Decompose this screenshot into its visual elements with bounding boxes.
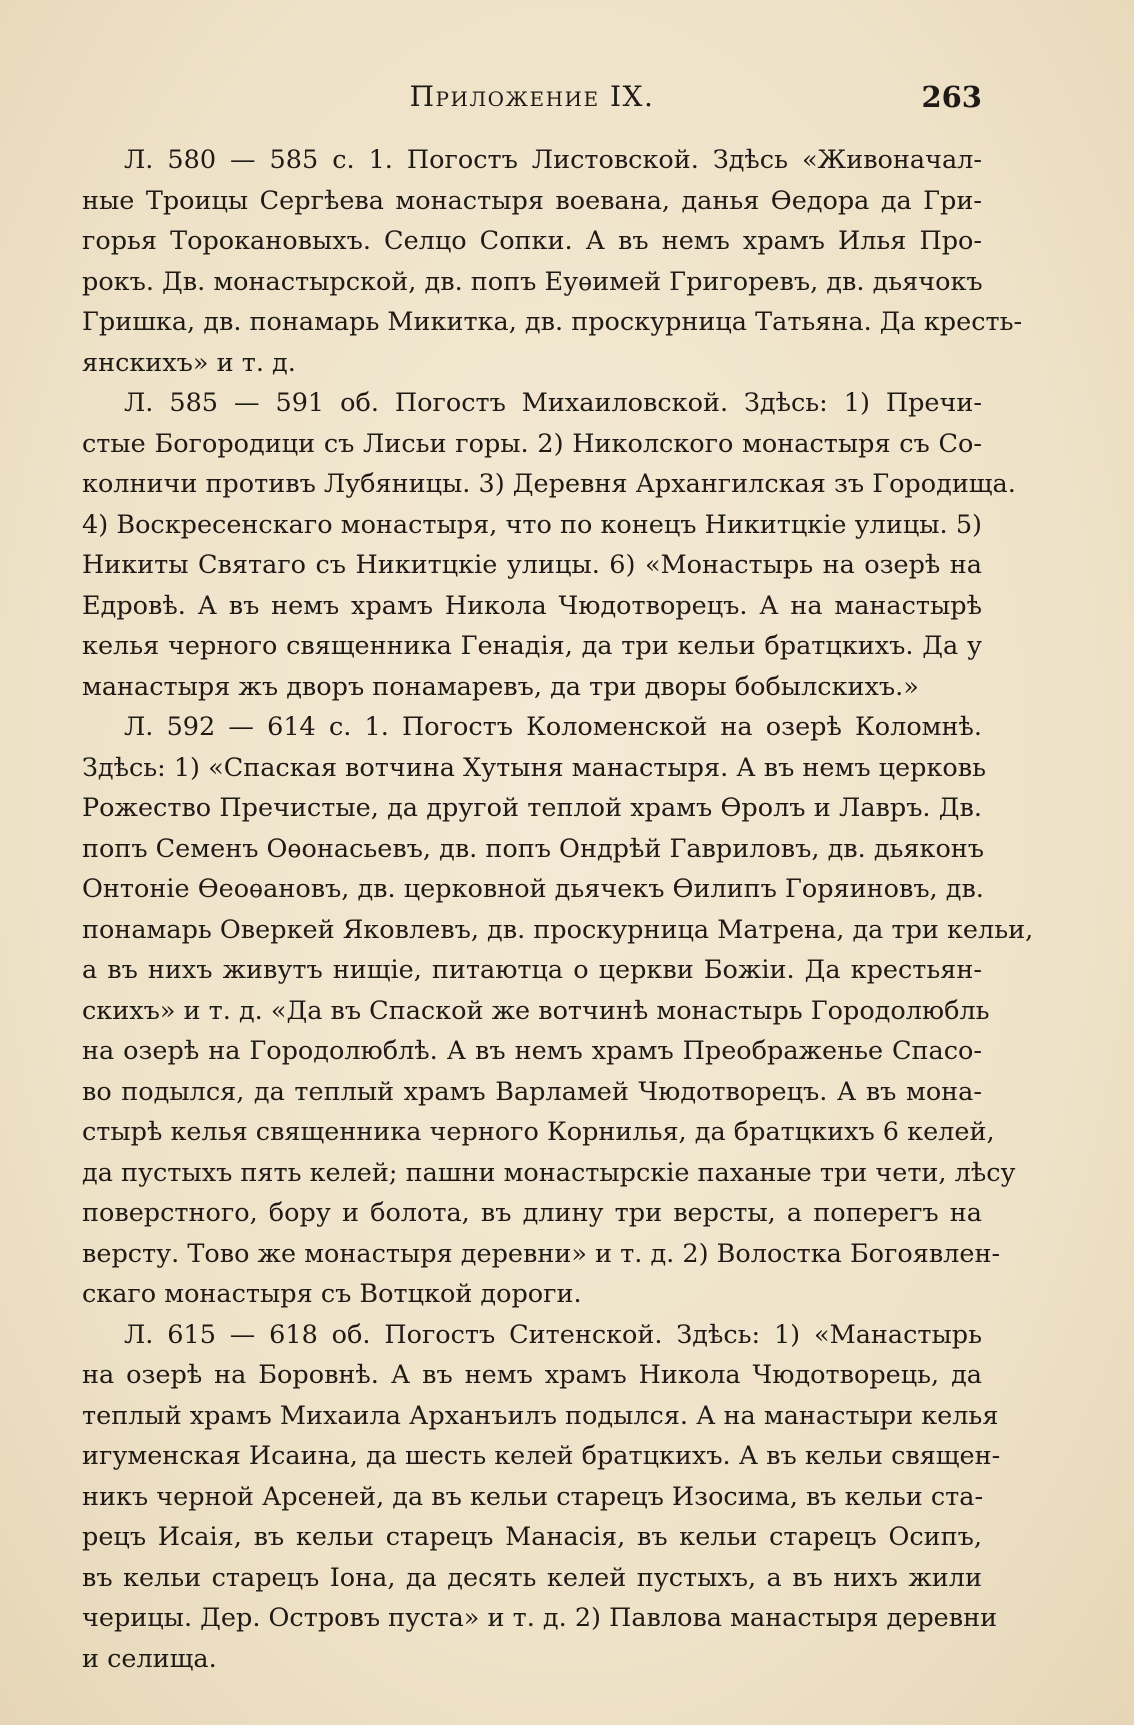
text-line: попъ Семенъ Оѳонасьевъ, дв. попъ Ондрѣй Гавриловъ, дв. дьяконъ — [82, 833, 985, 864]
text-line: никъ черной Арсеней, да въ кельи старецъ Изосима, въ кельи ста- — [82, 1481, 984, 1512]
text-line: Никиты Святаго съ Никитцкіе улицы. 6) «Монастырь на озерѣ на — [82, 550, 982, 580]
text-line: а въ нихъ живутъ нищіе, питаютца о церкви Божіи. Да крестьян- — [82, 955, 982, 985]
text-line: Гришка, дв. понамарь Микитка, дв. проскурница Татьяна. Да кресть- — [82, 307, 1023, 337]
text-line: поверстного, бору и болота, въ длину три версты, а поперегъ на — [82, 1198, 982, 1228]
text-line: рецъ Исаія, въ кельи старецъ Манасія, въ кельи старецъ Осипъ, — [82, 1522, 982, 1552]
text-line: Л. 580 — 585 с. 1. Погостъ Листовской. Здѣсь «Живоначал- — [124, 145, 982, 175]
text-line: понамарь Оверкей Яковлевъ, дв. проскурница Матрена, да три кельи, — [82, 914, 1034, 945]
text-line: въ кельи старецъ Іона, да десять келей пустыхъ, а въ нихъ жили — [82, 1562, 982, 1593]
text-line: 4) Воскресенскаго монастыря, что по конецъ Никитцкіе улицы. 5) — [82, 509, 982, 540]
text-line: Л. 615 — 618 об. Погостъ Ситенской. Здѣсь: 1) «Манастырь — [124, 1319, 982, 1350]
text-line: стырѣ келья священника черного Корнилья, да братцкихъ 6 келей, — [82, 1117, 995, 1147]
text-line: да пустыхъ пять келей; пашни монастырскіе паханые три чети, лѣсу — [82, 1157, 1016, 1188]
text-line: стые Богородици съ Лисьи горы. 2) Николского монастыря съ Со- — [82, 428, 982, 459]
page-number: 263 — [921, 80, 982, 114]
text-line: янскихъ» и т. д. — [82, 347, 296, 378]
text-line: рокъ. Дв. монастырской, дв. попъ Еуѳимей Григоревъ, дв. дьячокъ — [82, 266, 983, 297]
text-line: на озерѣ на Городолюблѣ. А въ немъ храмъ Преображенье Спасо- — [82, 1036, 982, 1066]
text-line: на озерѣ на Боровнѣ. А въ немъ храмъ Никола Чюдотворець, да — [82, 1360, 982, 1390]
text-line: черицы. Дер. Островъ пуста» и т. д. 2) Павлова манастыря деревни — [82, 1603, 998, 1633]
text-line: и селища. — [82, 1643, 217, 1674]
page-header — [82, 80, 982, 120]
text-line: Здѣсь: 1) «Спаская вотчина Хутыня манастыря. А въ немъ церковь — [82, 752, 986, 783]
text-line: Едровѣ. А въ немъ храмъ Никола Чюдотворецъ. А на манастырѣ — [82, 590, 982, 621]
text-line: Л. 592 — 614 с. 1. Погостъ Коломенской на озерѣ Коломнѣ. — [124, 712, 982, 742]
text-line: Рожество Пречистые, да другой теплой храмъ Ѳролъ и Лавръ. Дв. — [82, 793, 982, 823]
text-line: келья черного священника Генадія, да три кельи братцкихъ. Да у — [82, 631, 982, 661]
running-head: Приложение IX. — [409, 80, 655, 113]
text-line: ные Троицы Сергѣева монастыря воевана, данья Ѳедора да Гри- — [82, 185, 982, 216]
text-line: колничи противъ Лубяницы. 3) Деревня Архангилская зъ Городища. — [82, 469, 1016, 499]
text-line: теплый храмъ Михаила Арханъилъ подылся. А на манастыри келья — [82, 1400, 999, 1431]
paragraph — [82, 140, 1023, 383]
text-line: скихъ» и т. д. «Да въ Спаской же вотчинѣ монастырь Городолюбль — [82, 995, 990, 1026]
text-line: скаго монастыря съ Вотцкой дороги. — [82, 1279, 582, 1309]
text-line: Л. 585 — 591 об. Погостъ Михаиловской. Здѣсь: 1) Пречи- — [124, 388, 982, 418]
text-line: манастыря жъ дворъ понамаревъ, да три дворы бобылскихъ.» — [82, 671, 919, 702]
text-line: версту. Тово же монастыря деревни» и т. д. 2) Волостка Богоявлен- — [82, 1238, 1001, 1269]
text-line: горья Тороканoвыхъ. Селцо Сопки. А въ немъ храмъ Илья Про- — [82, 226, 982, 256]
text-line: игуменская Исаина, да шесть келей братцкихъ. А въ кельи священ- — [82, 1441, 1001, 1471]
page-body — [82, 140, 1034, 1679]
text-line: Онтоніе Ѳеоѳановъ, дв. церковной дьячекъ Ѳилипъ Горяиновъ, дв. — [82, 874, 984, 904]
text-line: во подылся, да теплый храмъ Варламей Чюдотворецъ. А въ мона- — [82, 1076, 982, 1107]
paragraph — [82, 707, 1034, 1315]
paragraph — [82, 383, 1016, 707]
paragraph — [82, 1315, 1001, 1680]
